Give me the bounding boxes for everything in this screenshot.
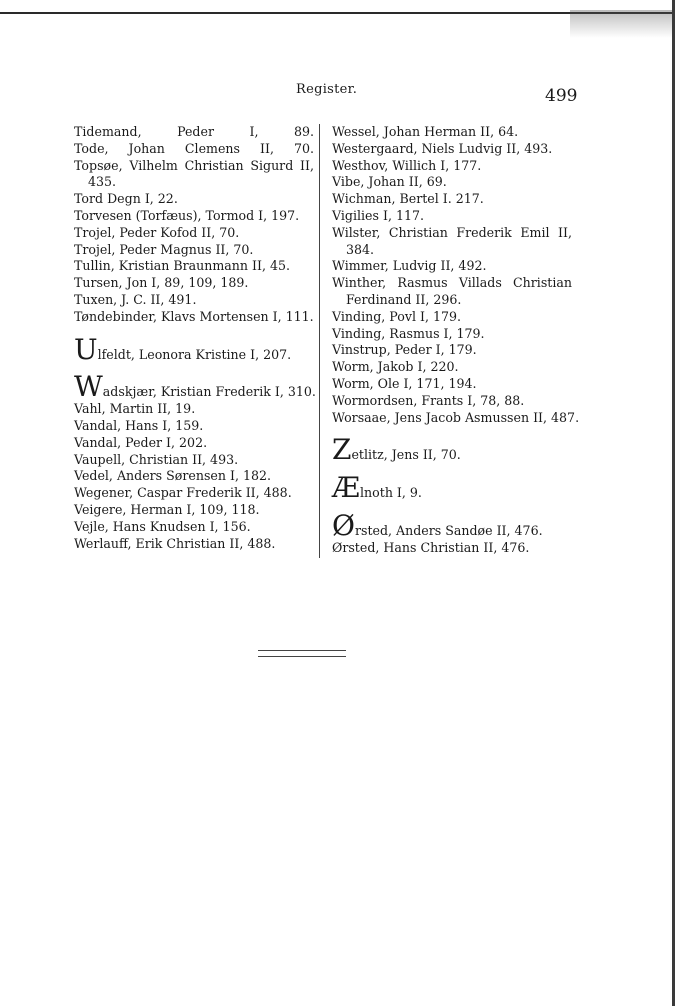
index-entry (74, 332, 314, 366)
index-entry: Vigilies I, 117. (332, 207, 424, 223)
index-entry: Werlauff, Erik Christian II, 488. (74, 535, 276, 551)
page-number: 499 (545, 86, 578, 106)
section-oe (332, 508, 572, 557)
index-entry: Tuxen, J. C. II, 491. (74, 291, 197, 307)
index-entry: Ørsted, Hans Christian II, 476. (332, 539, 530, 555)
index-entry: Vaupell, Christian II, 493. (74, 451, 239, 467)
section-v (74, 370, 316, 552)
index-entry: Vejle, Hans Knudsen I, 156. (74, 518, 251, 534)
index-entry-continuation: 384. (346, 241, 375, 257)
index-entry: Wessel, Johan Herman II, 64. (332, 124, 519, 139)
index-entry-continuation: 435. (88, 174, 117, 190)
section-z (332, 433, 572, 467)
index-entry: Vandal, Hans I, 159. (74, 417, 204, 433)
right-column (332, 124, 580, 557)
index-entry: Vedel, Anders Sørensen I, 182. (74, 468, 271, 484)
index-entry-text: lfeldt, Leonora Kristine I, 207. (97, 346, 292, 362)
index-entry-text: etlitz, Jens II, 70. (351, 447, 461, 463)
index-entry: Westhov, Willich I, 177. (332, 157, 482, 173)
section-ae (332, 471, 572, 505)
index-entry-text: adskjær, Kristian Frederik I, 310. (102, 384, 316, 400)
index-entry: Vinding, Rasmus I, 179. (332, 325, 485, 341)
index-entry: Veigere, Herman I, 109, 118. (74, 501, 260, 517)
end-rule (258, 650, 346, 657)
index-entry (332, 433, 572, 467)
index-entry: Trojel, Peder Magnus II, 70. (74, 241, 254, 257)
section-u (74, 332, 314, 366)
index-entry: Tidemand, Peder I, 89. (74, 124, 314, 139)
index-entry: Worm, Ole I, 171, 194. (332, 375, 477, 391)
index-entry: Vandal, Peder I, 202. (74, 434, 208, 450)
index-entry: Tord Degn I, 22. (74, 191, 178, 207)
section-initial-u: U (74, 332, 98, 366)
page-edge (672, 0, 675, 1006)
index-entry: Tode, Johan Clemens II, 70. (74, 140, 314, 156)
index-entry: Worsaae, Jens Jacob Asmussen II, 487. (332, 409, 580, 425)
top-edge-smudge (570, 10, 672, 38)
index-entry-text: lnoth I, 9. (360, 485, 422, 501)
section-initial-oe: Ø (332, 508, 355, 542)
index-entry: Tullin, Kristian Braunmann II, 45. (74, 258, 291, 274)
running-head: Register. (296, 82, 358, 97)
index-entry: Vahl, Martin II, 19. (74, 401, 196, 417)
index-entry: Vinding, Povl I, 179. (332, 308, 461, 324)
column-divider (319, 124, 320, 558)
index-entry (332, 471, 572, 505)
index-entry: Wimmer, Ludvig II, 492. (332, 258, 487, 274)
section-initial-z: Z (332, 433, 352, 467)
index-entry: Topsøe, Vilhelm Christian Sigurd II, (74, 157, 314, 173)
index-entry-continuation: Ferdinand II, 296. (346, 291, 462, 307)
index-entry: Wormordsen, Frants I, 78, 88. (332, 392, 525, 408)
index-entry: Trojel, Peder Kofod II, 70. (74, 224, 240, 240)
index-entry: Wilster, Christian Frederik Emil II, (332, 224, 572, 240)
left-column (74, 124, 314, 552)
index-entry: Winther, Rasmus Villads Christian (332, 275, 572, 291)
index-entry (332, 508, 572, 542)
index-entry: Wegener, Caspar Frederik II, 488. (74, 485, 292, 501)
section-initial-ae: Æ (332, 471, 361, 505)
index-entry: Tøndebinder, Klavs Mortensen I, 111. (74, 308, 314, 324)
index-entry-text: rsted, Anders Sandøe II, 476. (354, 522, 543, 538)
index-entry: Wichman, Bertel I. 217. (332, 191, 484, 207)
index-entry: Vinstrup, Peder I, 179. (332, 342, 477, 358)
index-entry: Worm, Jakob I, 220. (332, 359, 459, 375)
index-entry: Torvesen (Torfæus), Tormod I, 197. (74, 207, 300, 223)
index-entry: Westergaard, Niels Ludvig II, 493. (332, 140, 553, 156)
index-entry (74, 370, 316, 404)
index-entry: Tursen, Jon I, 89, 109, 189. (74, 275, 249, 291)
index-entry: Vibe, Johan II, 69. (332, 174, 447, 190)
section-initial-w: W (74, 370, 103, 404)
